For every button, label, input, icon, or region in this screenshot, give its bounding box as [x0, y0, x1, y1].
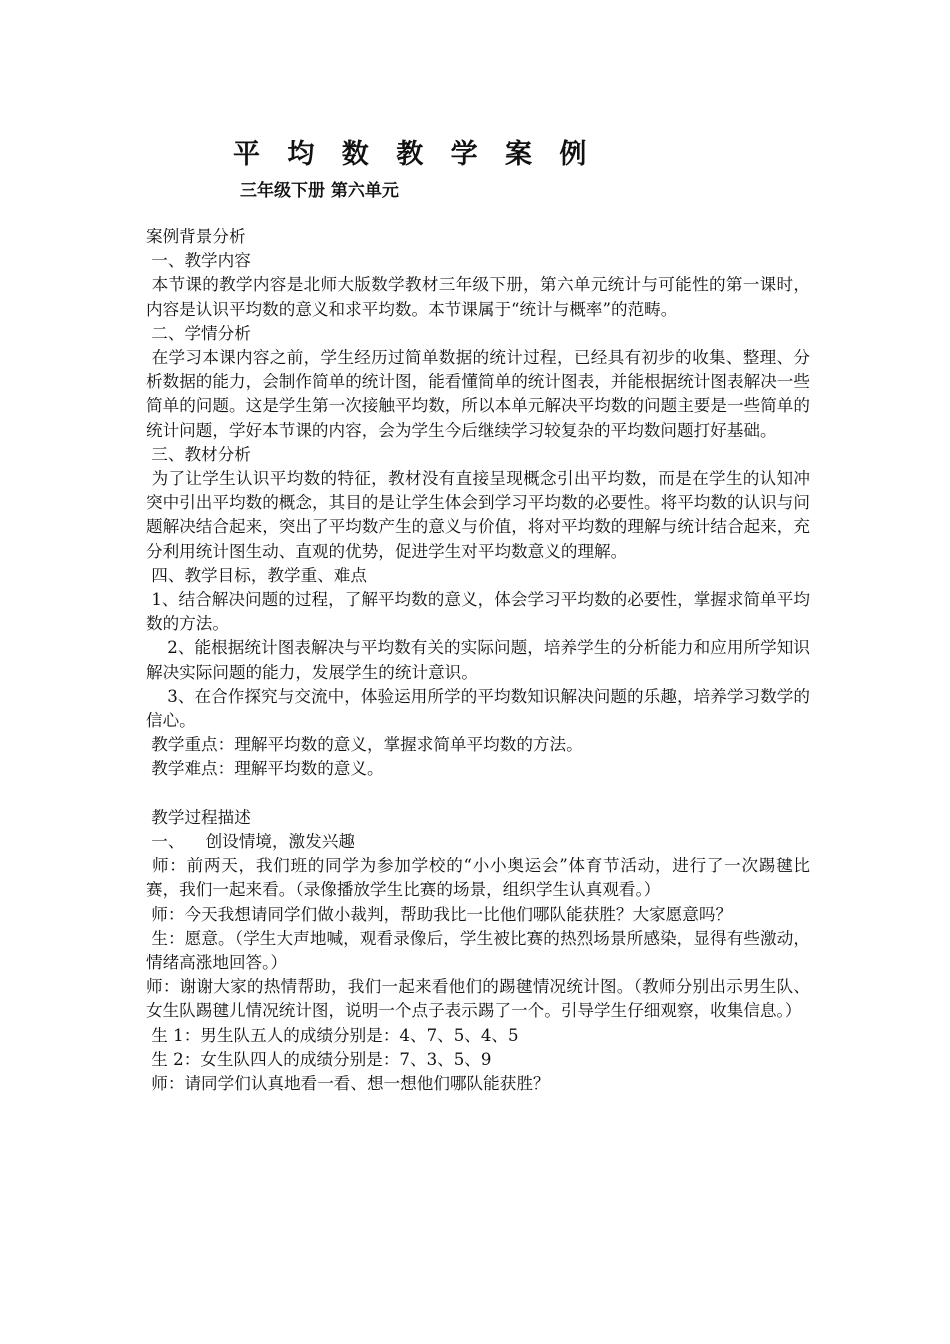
body-paragraph: 生 1：男生队五人的成绩分别是：4、7、5、4、5	[146, 1025, 519, 1045]
blank-line	[146, 782, 810, 806]
body-paragraph: 教学难点：理解平均数的意义。	[146, 759, 384, 779]
body-paragraph: 1、结合解决问题的过程，了解平均数的意义，体会学习平均数的必要性，掌握求简单平均数的方法。	[146, 590, 810, 634]
body-paragraph: 师：前两天，我们班的同学为参加学校的“小小奥运会”体育节活动，进行了一次踢毽比赛，我们一起来看。（录像播放学生比赛的场景，组织学生认真观看。）	[146, 856, 811, 900]
body-paragraph: 三、教材分析	[146, 444, 251, 464]
body-paragraph: 师：请同学们认真地看一看、想一想他们哪队能获胜？	[146, 1074, 550, 1094]
document-body	[146, 225, 810, 1096]
document-title: 平 均 数 教 学 案 例	[233, 139, 596, 170]
body-paragraph: 2、能根据统计图表解决与平均数有关的实际问题，培养学生的分析能力和应用所学知识解决实际问题的能力，发展学生的统计意识。	[146, 638, 810, 682]
body-paragraph: 为了让学生认识平均数的特征，教材没有直接呈现概念引出平均数，而是在学生的认知冲突中引出平均数的概念，其目的是让学生体会到学习平均数的必要性。将平均数的认识与问题解决结合起来，突出了平均数产生的意义与价值，将对平均数的理解与统计结合起来，充分利用统计图生动、直观的优势，促进学生对平均数意义的理解。	[146, 469, 810, 561]
body-paragraph: 一、教学内容	[146, 251, 251, 271]
body-paragraph: 3、在合作探究与交流中，体验运用所学的平均数知识解决问题的乐趣，培养学习数学的信心。	[146, 686, 810, 731]
body-paragraph: 二、学情分析	[146, 323, 251, 343]
body-paragraph: 教学过程描述	[146, 807, 251, 827]
body-paragraph: 师：今天我想请同学们做小裁判，帮助我比一比他们哪队能获胜？大家愿意吗？	[146, 904, 733, 924]
body-paragraph: 案例背景分析	[146, 227, 246, 246]
body-paragraph: 本节课的教学内容是北师大版数学教材三年级下册，第六单元统计与可能性的第一课时，内容是认识平均数的意义和求平均数。本节课属于“统计与概率”的范畴。	[146, 275, 810, 319]
body-paragraph: 在学习本课内容之前，学生经历过简单数据的统计过程，已经具有初步的收集、整理、分析数据的能力，会制作简单的统计图，能看懂简单的统计图表，并能根据统计图表解决一些简单的问题。这是学生第一次接触平均数，所以本单元解决平均数的问题主要是一些简单的统计问题，学好本节课的内容，会为学生今后继续学习较复杂的平均数问题打好基础。	[146, 348, 810, 440]
body-paragraph: 师：谢谢大家的热情帮助，我们一起来看他们的踢毽情况统计图。（教师分别出示男生队、女生队踢毽儿情况统计图，说明一个点子表示踢了一个。引导学生仔细观察，收集信息。）	[146, 977, 810, 1021]
body-paragraph: 四、教学目标，教学重、难点	[146, 565, 367, 585]
body-paragraph: 一、 创设情境，激发兴趣	[146, 832, 355, 852]
document-subtitle: 三年级下册 第六单元	[240, 181, 399, 201]
body-paragraph: 教学重点：理解平均数的意义，掌握求简单平均数的方法。	[146, 735, 583, 755]
body-paragraph: 生 2：女生队四人的成绩分别是：7、3、5、9	[146, 1049, 492, 1069]
body-paragraph: 生：愿意。（学生大声地喊，观看录像后，学生被比赛的热烈场景所感染，显得有些激动，情绪高涨地回答。）	[146, 928, 810, 973]
